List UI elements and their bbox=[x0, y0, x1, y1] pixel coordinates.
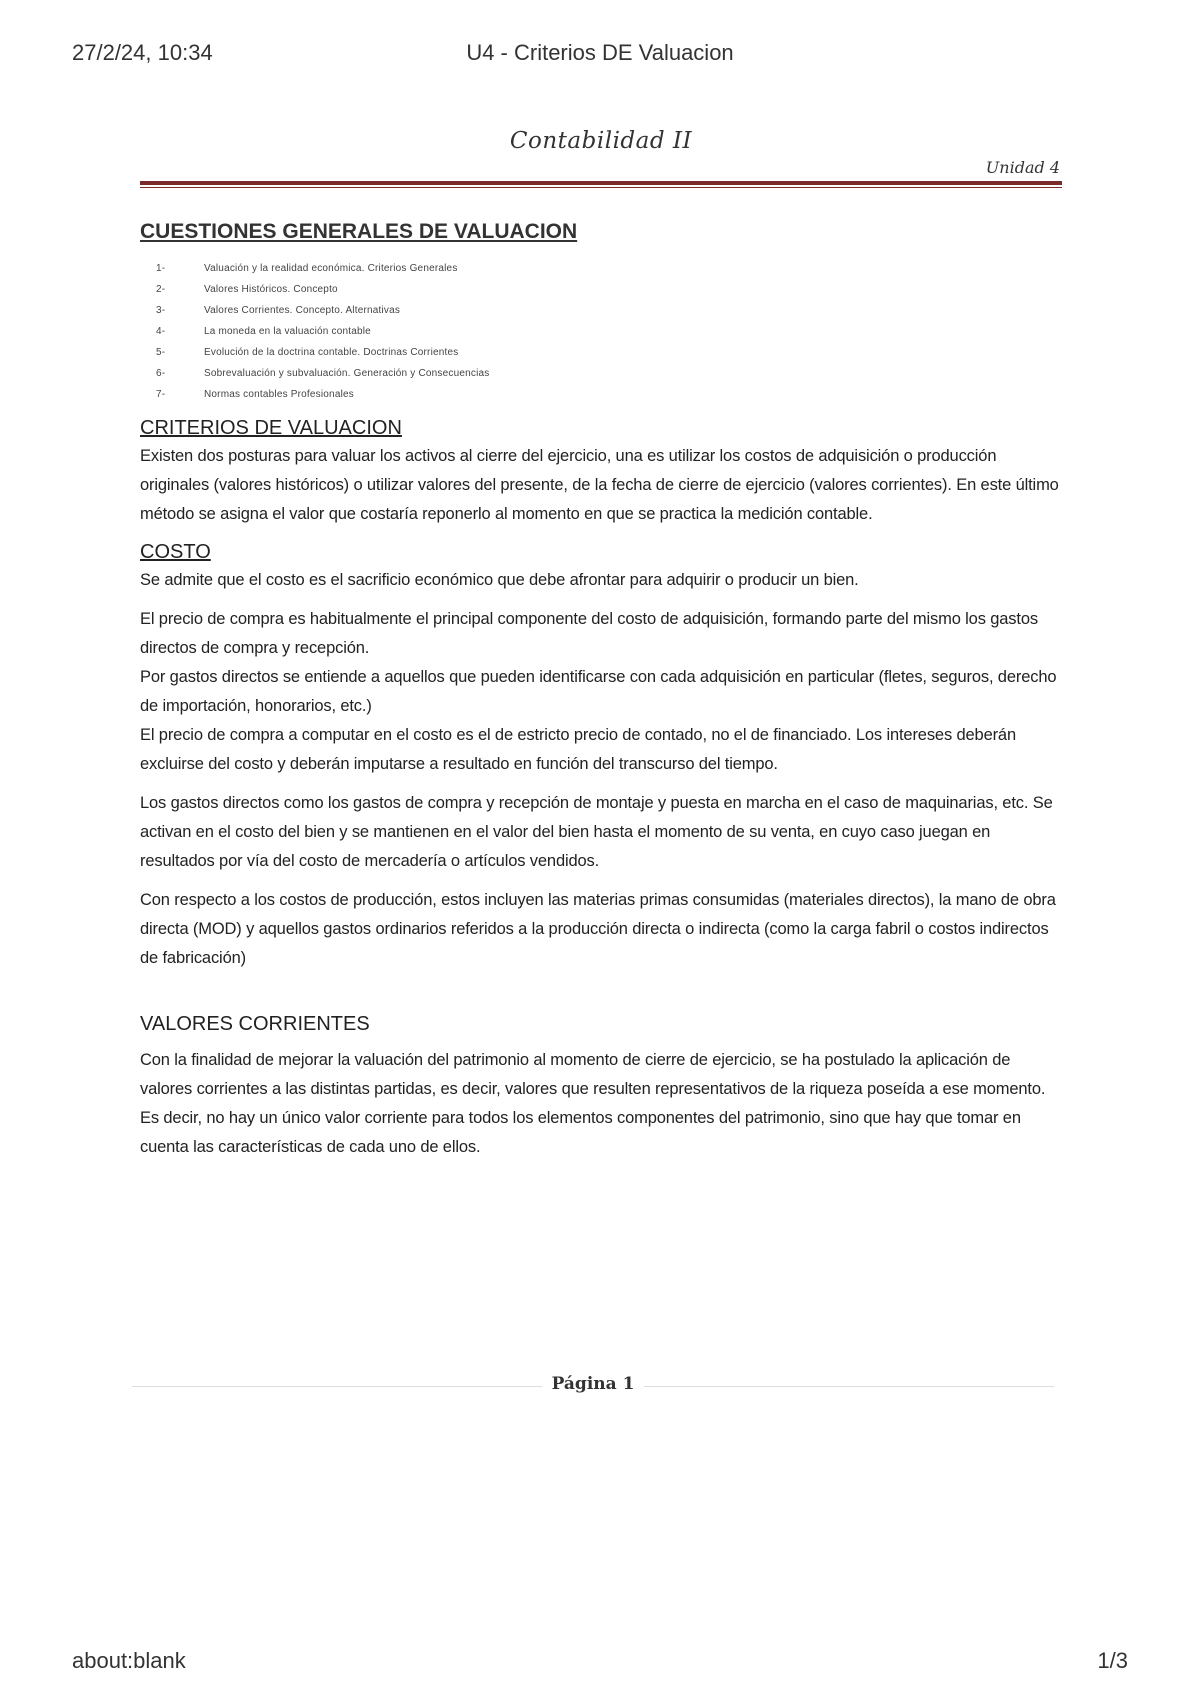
paragraph-costo-2b: Por gastos directos se entiende a aquellos que pueden identificarse con cada adquisición en particular (fletes, seguros, derecho de importación, honorarios, etc.) bbox=[140, 668, 1057, 715]
paragraph-costo-1: Se admite que el costo es el sacrificio económico que debe afrontar para adquirir o producir un bien. bbox=[140, 571, 859, 589]
paragraph-criterios: Existen dos posturas para valuar los activos al cierre del ejercicio, una es utilizar los costos de adquisición o producción originales (valores históricos) o utilizar valores del presente, de la fecha de cierre de ejercicio (valores corrientes). En este último método se asigna el valor que costaría reponerlo al momento en que se practica la medición contable. bbox=[140, 447, 1059, 523]
print-datetime: 27/2/24, 10:34 bbox=[72, 40, 213, 65]
topic-item: 2- Valores Históricos. Concepto bbox=[156, 284, 338, 295]
course-title: Contabilidad II bbox=[509, 128, 693, 154]
header-rule-thick bbox=[140, 181, 1062, 185]
topic-item: 6- Sobrevaluación y subvaluación. Generación y Consecuencias bbox=[156, 368, 490, 379]
section-title-valores: VALORES CORRIENTES bbox=[140, 1013, 370, 1035]
print-footer bbox=[0, 1648, 1200, 1678]
print-header bbox=[0, 40, 1200, 70]
topic-item: 7- Normas contables Profesionales bbox=[156, 389, 354, 400]
paragraph-costo-2a: El precio de compra es habitualmente el principal componente del costo de adquisición, formando parte del mismo los gastos directos de compra y recepción. bbox=[140, 610, 1038, 657]
print-page-count: 1/3 bbox=[1097, 1648, 1128, 1673]
header-rule-thin bbox=[140, 187, 1062, 188]
print-page-title: U4 - Criterios DE Valuacion bbox=[466, 40, 734, 65]
topic-item: 3- Valores Corrientes. Concepto. Alternativas bbox=[156, 305, 401, 316]
footer-rule-right bbox=[644, 1386, 1054, 1387]
paragraph-costo-3: Los gastos directos como los gastos de compra y recepción de montaje y puesta en marcha en el caso de maquinarias, etc. Se activan en el costo del bien y se mantienen en el valor del bien hasta el momento de su venta, en cuyo caso juegan en resultados por vía del costo de mercadería o artículos vendidos. bbox=[140, 794, 1053, 870]
document-page bbox=[140, 128, 1062, 1162]
paragraph-valores-1a: Con la finalidad de mejorar la valuación del patrimonio al momento de cierre de ejercicio, se ha postulado la aplicación de valores corrientes a las distintas partidas, es decir, valores que resulten representativos de la riqueza poseída a ese momento. bbox=[140, 1051, 1046, 1098]
main-heading: CUESTIONES GENERALES DE VALUACION bbox=[140, 220, 578, 243]
topic-item: 1- Valuación y la realidad económica. Criterios Generales bbox=[156, 263, 458, 274]
print-url: about:blank bbox=[72, 1648, 186, 1673]
paragraph-costo-2c: El precio de compra a computar en el costo es el de estricto precio de contado, no el de financiado. Los intereses deberán excluirse del costo y deberán imputarse a resultado en función del transcurso del tiempo. bbox=[140, 726, 1016, 773]
topic-item: 5- Evolución de la doctrina contable. Doctrinas Corrientes bbox=[156, 347, 459, 358]
unit-label: Unidad 4 bbox=[985, 158, 1060, 177]
paragraph-valores-1b: Es decir, no hay un único valor corriente para todos los elementos componentes del patrimonio, sino que hay que tomar en cuenta las características de cada uno de ellos. bbox=[140, 1109, 1021, 1156]
topic-list bbox=[140, 258, 1062, 405]
page-number-footer bbox=[132, 1372, 1054, 1402]
topic-item: 4- La moneda en la valuación contable bbox=[156, 326, 371, 337]
paragraph-costo-4: Con respecto a los costos de producción, estos incluyen las materias primas consumidas (materiales directos), la mano de obra directa (MOD) y aquellos gastos ordinarios referidos a la producción directa o indirecta (como la carga fabril o costos indirectos de fabricación) bbox=[140, 891, 1056, 967]
section-title-costo: COSTO bbox=[140, 541, 211, 563]
section-title-criterios: CRITERIOS DE VALUACION bbox=[140, 417, 402, 439]
page-number: Página 1 bbox=[551, 1374, 635, 1394]
